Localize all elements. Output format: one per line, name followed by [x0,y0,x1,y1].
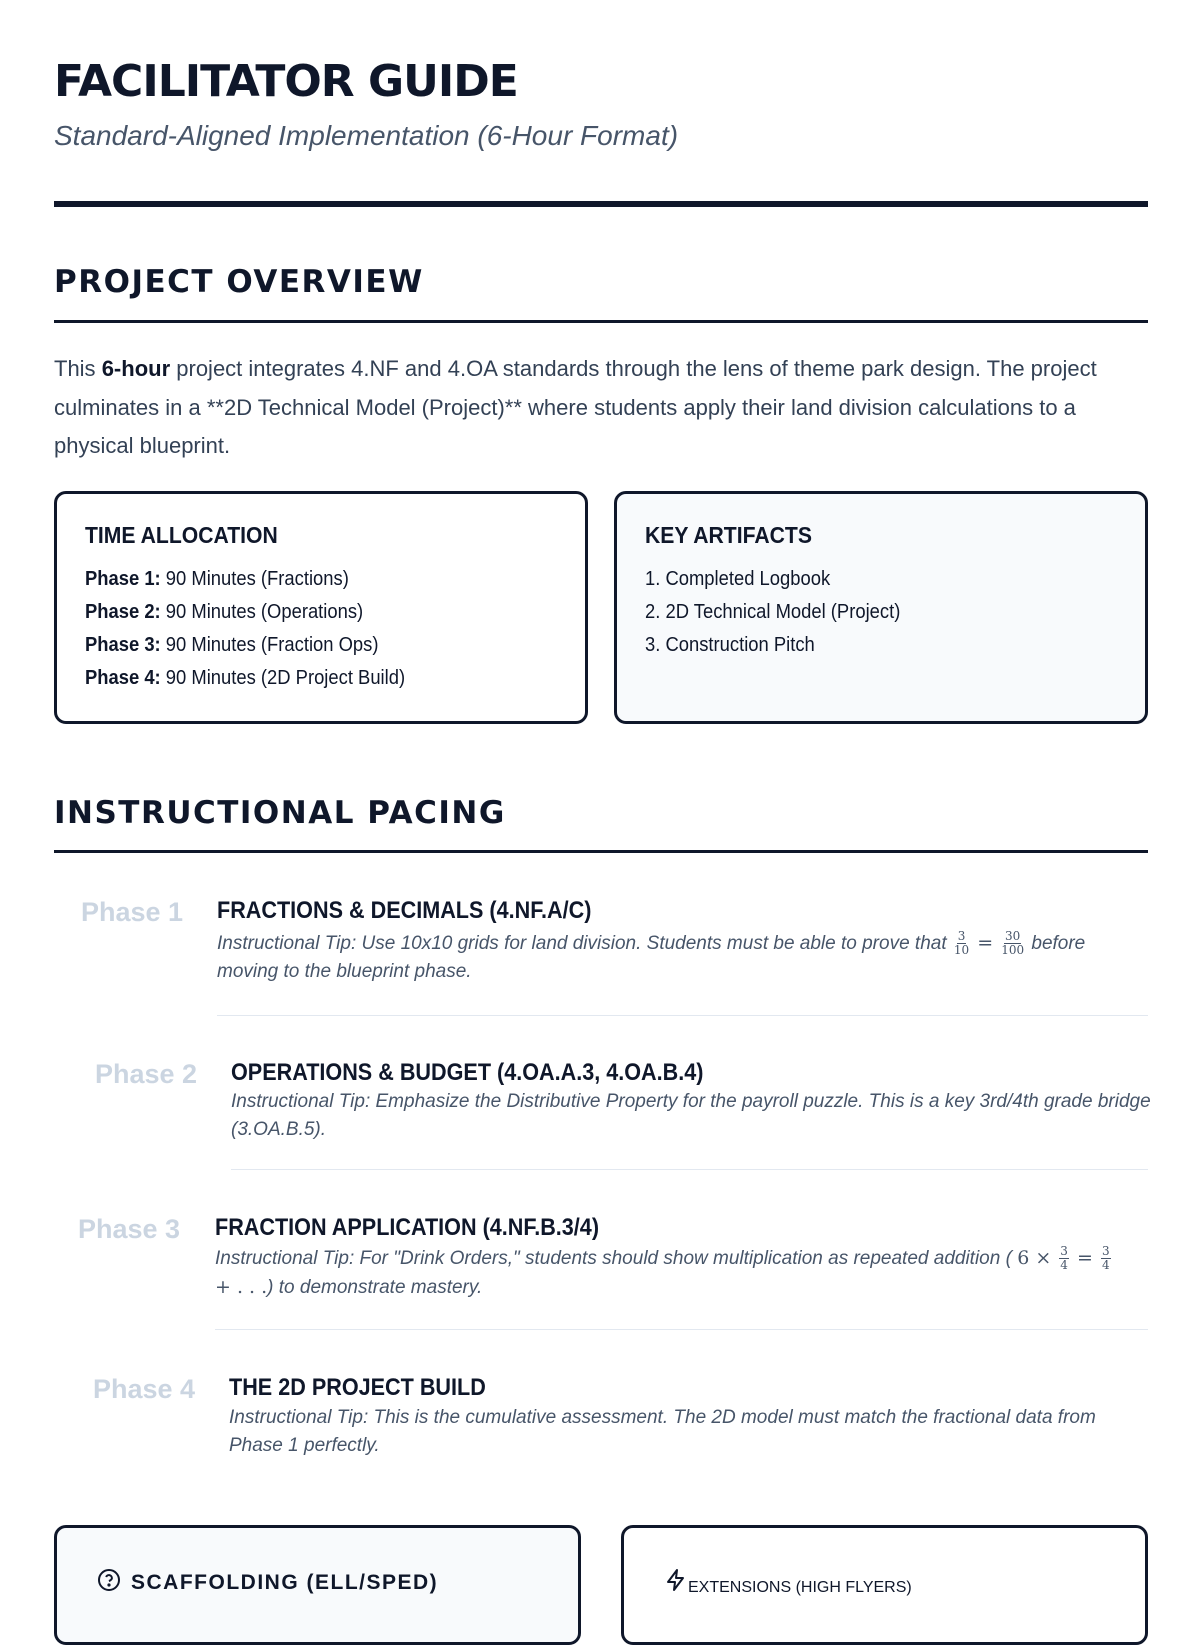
time-item: Phase 3: 90 Minutes (Fraction Ops) [85,634,379,656]
card-title: SCAFFOLDING (ELL/SPED) [131,1571,439,1594]
scaffolding-card [54,1525,581,1645]
intro-bold: 6-hour [101,356,171,381]
phase-title: FRACTIONS & DECIMALS (4.NF.A/C) [217,897,592,924]
section-heading-pacing: INSTRUCTIONAL PACING [54,795,506,831]
intro-text: This [54,356,102,381]
card-title: TIME ALLOCATION [85,522,278,548]
phase-label: Phase 4 [93,1374,196,1404]
phase-title: OPERATIONS & BUDGET (4.OA.A.3, 4.OA.B.4) [231,1059,704,1086]
section-divider [54,320,1148,323]
phase-title: FRACTION APPLICATION (4.NF.B.3/4) [215,1214,600,1241]
overview-paragraph [54,350,1114,466]
card-title: EXTENSIONS (HIGH FLYERS) [688,1579,912,1596]
lightning-icon [664,1579,688,1596]
time-item: Phase 4: 90 Minutes (2D Project Build) [85,667,406,689]
extensions-card [621,1525,1148,1645]
time-item: Phase 2: 90 Minutes (Operations) [85,601,364,623]
phase-title: THE 2D PROJECT BUILD [229,1374,486,1401]
phase-divider [231,1169,1148,1170]
artifact-item: 1. Completed Logbook [645,568,831,590]
time-allocation-card [54,491,588,724]
artifact-item: 2. 2D Technical Model (Project) [645,601,901,623]
phase-divider [215,1329,1148,1330]
phase-tip: Instructional Tip: For "Drink Orders," students should show multiplication as repeated addition ( 6 × $\frac{3}{4}$ = $\frac{3}{4}$ + . . .) to demonstrate mastery. [215,1244,1110,1298]
phase-tip: Instructional Tip: This is the cumulative assessment. The 2D model must match the fractional data from Phase 1 perfectly. [229,1407,1096,1456]
fraction: $\frac{3}{10}$ [953,929,970,958]
intro-text: project integrates 4.NF and 4.OA standards through the lens of theme park design. The project culminates in a **2D Technical Model (Project)** where students apply their land division calculations to a physical blueprint. [54,356,1097,458]
header-divider [54,201,1148,207]
key-artifacts-card [614,491,1148,724]
phase-tip: Instructional Tip: Emphasize the Distributive Property for the payroll puzzle. This is a key 3rd/4th grade bridge (3.OA.B.5). [231,1091,1151,1140]
page-subtitle: Standard-Aligned Implementation (6-Hour Format) [54,120,679,151]
time-item: Phase 1: 90 Minutes (Fractions) [85,568,349,590]
page-title: FACILITATOR GUIDE [54,56,518,107]
fraction: $\frac{3}{4}$ [1101,1244,1110,1273]
help-circle-icon [97,1568,121,1598]
card-title: KEY ARTIFACTS [645,522,812,548]
artifact-item: 3. Construction Pitch [645,634,815,656]
phase-divider [217,1015,1148,1016]
phase-label: Phase 2 [95,1059,198,1089]
section-heading-overview: PROJECT OVERVIEW [54,264,424,300]
phase-label: Phase 1 [81,897,184,927]
fraction: $\frac{30}{100}$ [1001,929,1025,958]
phase-label: Phase 3 [78,1214,181,1244]
fraction: $\frac{3}{4}$ [1060,1244,1068,1273]
phase-tip: Instructional Tip: Use 10x10 grids for land division. Students must be able to prove that $\frac{3}{10}$ = $\frac{30}{100}$ before moving to the blueprint phase. [217,929,1086,982]
section-divider [54,850,1148,853]
